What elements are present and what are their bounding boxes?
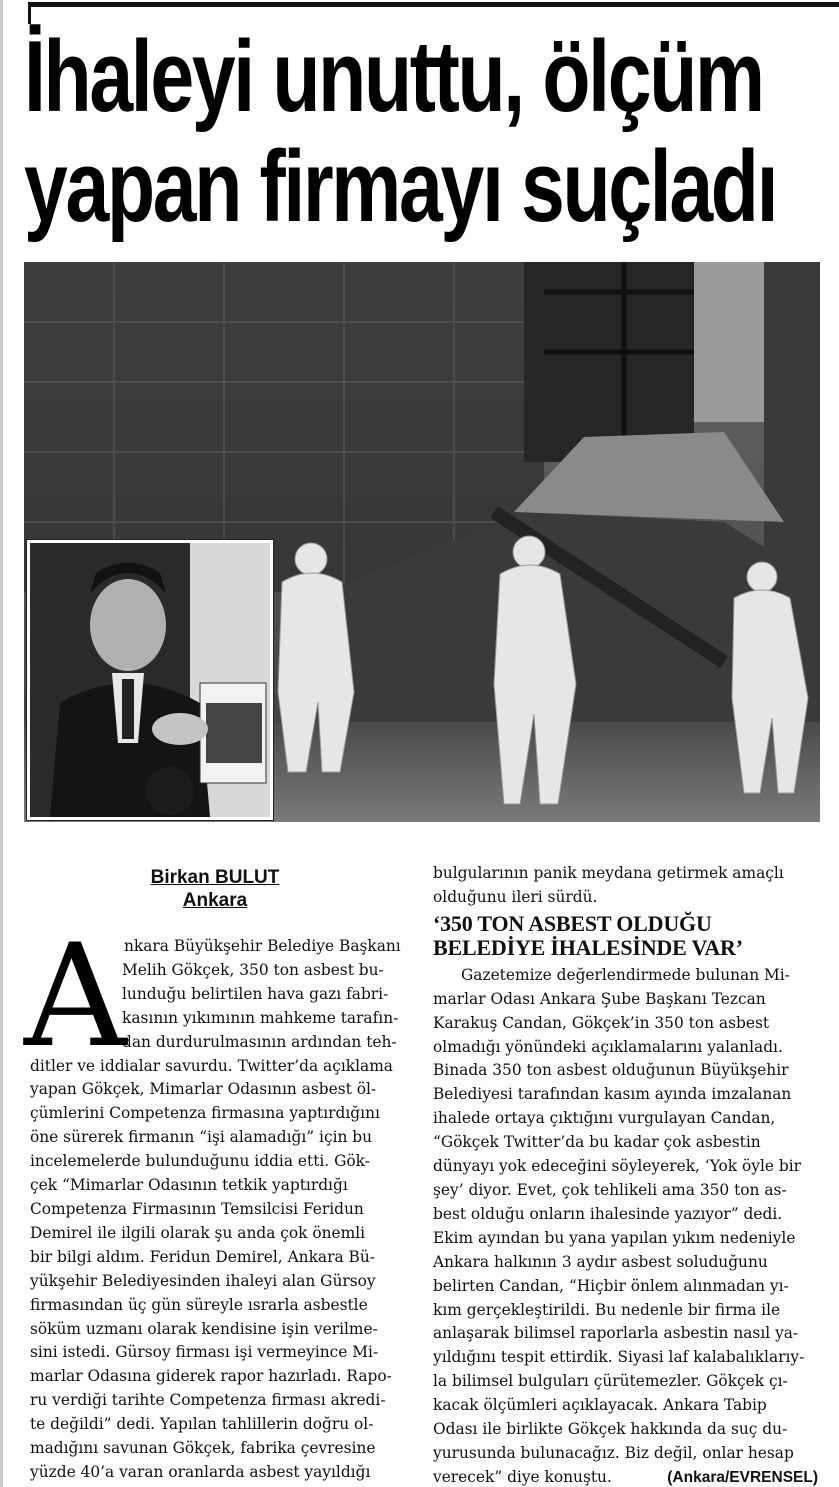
text-line: marlar Odasına giderek rapor hazırladı. Rapo- bbox=[30, 1367, 392, 1386]
closing-line bbox=[433, 1466, 818, 1487]
text-line: ditler ve iddialar savurdu. Twitter’da açıklama bbox=[30, 1056, 393, 1075]
text-line: Demirel ile ilgili olarak şu anda çok önemli bbox=[30, 1223, 366, 1242]
text-line: yurusunda bulunacağız. Biz değil, onlar hesap bbox=[433, 1443, 794, 1462]
text-line: şey’ diyor. Evet, çok tehlikeli ama 350 ton as- bbox=[433, 1180, 787, 1199]
text-line: bir bilgi aldım. Feridun Demirel, Ankara Bü- bbox=[30, 1247, 375, 1266]
body-text-left bbox=[30, 1055, 410, 1485]
text-line: Gazetemize değerlendirmede bulunan Mi- bbox=[461, 965, 790, 984]
text-line: olmadığı yönündeki açıklamalarını yalanladı. bbox=[433, 1037, 783, 1056]
text-line: dan durdurulmasının ardından teh- bbox=[122, 1032, 397, 1051]
text-line: çümlerini Competenza firmasına yaptırdığını bbox=[30, 1104, 380, 1123]
article-column-left bbox=[24, 914, 410, 1485]
text-line: “Gökçek Twitter’da bu kadar çok asbestin bbox=[433, 1133, 761, 1152]
press-conference-photo-icon bbox=[30, 543, 270, 817]
text-line: belirten Candan, “Hiçbir önlem alınmadan yı- bbox=[433, 1276, 789, 1295]
text-line: ru verdiği tarihte Competenza firması akredi- bbox=[30, 1391, 386, 1410]
subheading-line-2: BELEDİYE İHALESİNDE VAR’ bbox=[433, 934, 743, 960]
text-line: la bilimsel bulguları çürütemezler. Gökçek çı- bbox=[433, 1372, 788, 1391]
text-line: Competenza Firmasının Temsilcisi Feridun bbox=[30, 1199, 364, 1218]
subheading bbox=[433, 912, 818, 960]
text-line: firmasından üç gün süreyle ısrarla asbestle bbox=[30, 1295, 368, 1314]
text-line: kım gerçekleştirildi. Bu nedenle bir firma ile bbox=[433, 1300, 781, 1319]
text-line: Odası ile birlikte Gökçek hakkında da suç du- bbox=[433, 1420, 788, 1439]
author-name: Birkan BULUT bbox=[150, 867, 280, 888]
text-line: Binada 350 ton asbest olduğunun Büyükşehir bbox=[433, 1061, 789, 1080]
page-edge bbox=[0, 0, 3, 1487]
text-line: ihalede ortaya çıktığını vurgulayan Candan, bbox=[433, 1109, 776, 1128]
text-line: nkara Büyükşehir Belediye Başkanı bbox=[124, 937, 401, 955]
text-line: Melih Gökçek, 350 ton asbest bu- bbox=[122, 960, 384, 979]
text-line: incelemelerde bulunduğunu iddia etti. Gök- bbox=[30, 1152, 370, 1171]
text-line: yükşehir Belediyesinden ihaleyi alan Gürsoy bbox=[30, 1271, 376, 1290]
text-line: madığını savunan Gökçek, fabrika çevresine bbox=[30, 1439, 376, 1458]
author-location: Ankara bbox=[182, 890, 248, 911]
text-line: Karakuş Candan, Gökçek’in 350 ton asbest bbox=[433, 1013, 770, 1032]
text-line: yapan Gökçek, Mimarlar Odasının asbest öl- bbox=[30, 1080, 377, 1099]
text-line: çek “Mimarlar Odasının tetkik yaptırdığı bbox=[30, 1176, 348, 1195]
text-line: yüzde 40’a varan oranlarda asbest yayıldığı bbox=[30, 1462, 371, 1481]
text-line: dünyayı yok edeceğini söyleyerek, ‘Yok öyle bir bbox=[433, 1157, 802, 1176]
continued-text bbox=[433, 862, 818, 910]
top-rule bbox=[28, 2, 839, 7]
text-line: Belediyesi tarafından kasım ayında imzalanan bbox=[433, 1085, 792, 1104]
headline-line-1: İhaleyi unuttu, ölçüm bbox=[24, 21, 763, 133]
text-line: te değildi” dedi. Yapılan tahlillerin doğru ol- bbox=[30, 1415, 374, 1434]
subheading-line-1: ‘350 TON ASBEST OLDUĞU bbox=[433, 910, 712, 936]
closing-text: verecek” diye konuştu. bbox=[433, 1467, 612, 1486]
signature: (Ankara/EVRENSEL) bbox=[667, 1468, 818, 1486]
text-line: söküm uzmanı olarak kendisine işin verilme- bbox=[30, 1319, 378, 1338]
text-line: anlaşarak bilimsel raporlarla asbestin nasıl ya- bbox=[433, 1324, 799, 1343]
text-line: kacak ölçümleri açıklayacak. Ankara Tabip bbox=[433, 1396, 767, 1415]
text-line: lunduğu belirtilen hava gazı fabri- bbox=[122, 984, 389, 1003]
inset-photo bbox=[26, 539, 274, 821]
drop-cap: A bbox=[24, 914, 127, 1079]
text-line: Ekim ayından bu yana yapılan yıkım nedeniyle bbox=[433, 1228, 796, 1247]
body-text-right bbox=[433, 964, 818, 1466]
text-line: Ankara halkının 3 aydır asbest soluduğunu bbox=[433, 1252, 768, 1271]
text-line: öne sürerek firmanın “işi alamadığı” için bu bbox=[30, 1128, 373, 1147]
text-line: sini istedi. Gürsoy firması işi vermeyince Mi- bbox=[30, 1343, 379, 1362]
text-line: olduğunu ileri sürdü. bbox=[433, 887, 598, 906]
text-line: marlar Odası Ankara Şube Başkanı Tezcan bbox=[433, 989, 766, 1008]
text-line: bulgularının panik meydana getirmek amaçlı bbox=[433, 864, 784, 882]
text-line: best olduğu onların ihalesinde yazıyor” dedi. bbox=[433, 1204, 783, 1223]
text-line: yıldığını tespit ettirdik. Siyasi laf kalabalıklarıy- bbox=[433, 1348, 805, 1367]
headline bbox=[24, 21, 777, 243]
article-column-right bbox=[433, 862, 818, 1487]
byline bbox=[140, 866, 290, 912]
headline-line-2: yapan firmayı suçladı bbox=[24, 131, 777, 243]
text-line: kasının yıkımının mahkeme tarafın- bbox=[122, 1008, 399, 1027]
